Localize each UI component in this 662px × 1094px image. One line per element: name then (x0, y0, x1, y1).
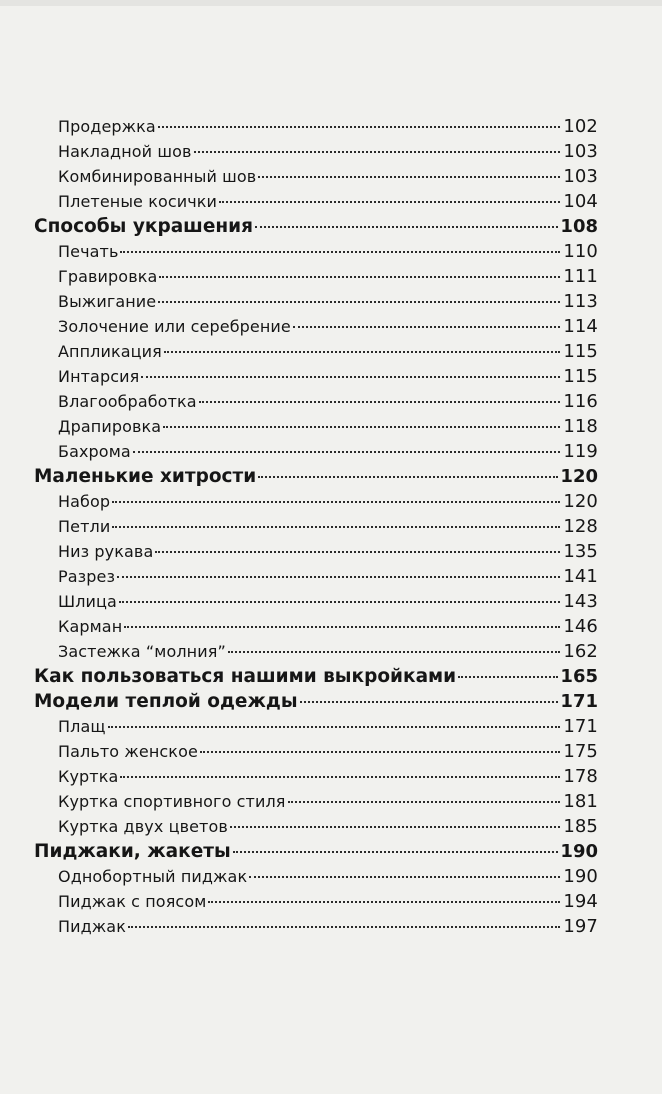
toc-entry-row (34, 264, 598, 289)
toc-entry-row (34, 364, 598, 389)
toc-entry-title: Как пользоваться нашими выкройками (34, 666, 457, 687)
toc-section-row (34, 664, 598, 689)
dot-leader (158, 301, 560, 303)
toc-entry-row (34, 339, 598, 364)
dot-leader (112, 526, 560, 528)
toc-entry-title: Модели теплой одежды (34, 691, 298, 712)
toc-entry-title: Выжигание (58, 292, 157, 311)
toc-entry-title: Шлица (58, 592, 117, 611)
toc-entry-row (34, 589, 598, 614)
dot-leader (163, 426, 560, 428)
toc-entry-row (34, 814, 598, 839)
toc-entry-row (34, 189, 598, 214)
toc-section-row (34, 214, 598, 239)
toc-page-number: 115 (563, 366, 598, 387)
toc-page-number: 118 (563, 416, 598, 437)
toc-entry-row (34, 314, 598, 339)
toc-entry-row (34, 764, 598, 789)
toc-entry-title: Пиджак (58, 917, 126, 936)
toc-entry-title: Карман (58, 617, 123, 636)
toc-entry-title: Влагообработка (58, 392, 197, 411)
dot-leader (228, 651, 560, 653)
dot-leader (124, 626, 560, 628)
toc-page-number: 120 (563, 491, 598, 512)
dot-leader (288, 801, 560, 803)
toc-entry-title: Разрез (58, 567, 116, 586)
toc-entry-row (34, 789, 598, 814)
dot-leader (300, 701, 559, 703)
toc-entry-title: Гравировка (58, 267, 158, 286)
toc-entry-row (34, 639, 598, 664)
toc-page-number: 175 (563, 741, 598, 762)
toc-page-number: 119 (563, 441, 598, 462)
dot-leader (120, 776, 560, 778)
toc-entry-title: Печать (58, 242, 119, 261)
dot-leader (258, 176, 560, 178)
toc-entry-title: Куртка (58, 767, 119, 786)
dot-leader (120, 251, 560, 253)
dot-leader (249, 876, 560, 878)
toc-entry-row (34, 614, 598, 639)
toc-section-row (34, 689, 598, 714)
toc-page-number: 103 (563, 141, 598, 162)
toc-entry-row (34, 164, 598, 189)
toc-page-number: 146 (563, 616, 598, 637)
toc-entry-title: Накладной шов (58, 142, 192, 161)
toc-entry-row (34, 414, 598, 439)
toc-page-number: 190 (563, 866, 598, 887)
toc-entry-row (34, 564, 598, 589)
toc-entry-title: Набор (58, 492, 111, 511)
dot-leader (194, 151, 561, 153)
toc-section-row (34, 464, 598, 489)
dot-leader (141, 376, 560, 378)
toc-entry-title: Аппликация (58, 342, 162, 361)
toc-entry-row (34, 514, 598, 539)
dot-leader (119, 601, 560, 603)
toc-entry-title: Комбинированный шов (58, 167, 257, 186)
toc-page-number: 143 (563, 591, 598, 612)
toc-entry-title: Куртка спортивного стиля (58, 792, 286, 811)
toc-section-row (34, 839, 598, 864)
toc-entry-title: Пиджак с поясом (58, 892, 207, 911)
dot-leader (158, 126, 560, 128)
toc-entry-row (34, 914, 598, 939)
toc-entry-title: Петли (58, 517, 111, 536)
toc-page-number: 141 (563, 566, 598, 587)
toc-page-number: 171 (563, 716, 598, 737)
toc-entry-title: Однобортный пиджак (58, 867, 248, 886)
dot-leader (108, 726, 560, 728)
toc-page-number: 194 (563, 891, 598, 912)
toc-entry-title: Пальто женское (58, 742, 198, 761)
toc-page-number: 102 (563, 116, 598, 137)
toc-page-number: 103 (563, 166, 598, 187)
dot-leader (155, 551, 560, 553)
toc-entry-row (34, 139, 598, 164)
dot-leader (164, 351, 560, 353)
toc-entry-row (34, 864, 598, 889)
toc-entry-title: Низ рукава (58, 542, 154, 561)
dot-leader (117, 576, 560, 578)
toc-entry-title: Бахрома (58, 442, 131, 461)
dot-leader (233, 851, 559, 853)
toc-entry-title: Интарсия (58, 367, 140, 386)
toc-entry-title: Пиджаки, жакеты (34, 841, 231, 862)
toc-page-number: 120 (560, 466, 598, 487)
toc-entry-title: Золочение или серебрение (58, 317, 291, 336)
toc-page-number: 104 (563, 191, 598, 212)
toc-page-number: 113 (563, 291, 598, 312)
toc-page-number: 116 (563, 391, 598, 412)
table-of-contents (34, 114, 598, 939)
toc-entry-row (34, 489, 598, 514)
dot-leader (230, 826, 560, 828)
page-edge (0, 0, 662, 6)
toc-entry-title: Застежка “молния” (58, 642, 226, 661)
dot-leader (199, 401, 560, 403)
toc-page-number: 115 (563, 341, 598, 362)
dot-leader (255, 226, 558, 228)
dot-leader (200, 751, 560, 753)
dot-leader (128, 926, 560, 928)
dot-leader (458, 676, 558, 678)
toc-entry-row (34, 389, 598, 414)
toc-page-number: 110 (563, 241, 598, 262)
dot-leader (159, 276, 560, 278)
dot-leader (112, 501, 560, 503)
toc-entry-title: Маленькие хитрости (34, 466, 257, 487)
toc-page-number: 165 (560, 666, 598, 687)
toc-page-number: 197 (563, 916, 598, 937)
dot-leader (208, 901, 560, 903)
toc-entry-row (34, 239, 598, 264)
toc-page-number: 190 (560, 841, 598, 862)
toc-entry-row (34, 439, 598, 464)
toc-entry-row (34, 114, 598, 139)
toc-page-number: 111 (563, 266, 598, 287)
toc-entry-title: Продержка (58, 117, 156, 136)
toc-page-number: 108 (560, 216, 598, 237)
toc-page-number: 171 (560, 691, 598, 712)
toc-page-number: 135 (563, 541, 598, 562)
dot-leader (293, 326, 560, 328)
toc-entry-title: Драпировка (58, 417, 162, 436)
dot-leader (258, 476, 558, 478)
toc-entry-title: Плетеные косички (58, 192, 218, 211)
toc-entry-title: Способы украшения (34, 216, 253, 237)
toc-entry-row (34, 739, 598, 764)
toc-entry-row (34, 539, 598, 564)
toc-page-number: 114 (563, 316, 598, 337)
toc-entry-row (34, 889, 598, 914)
dot-leader (219, 201, 560, 203)
dot-leader (133, 451, 560, 453)
toc-entry-title: Плащ (58, 717, 106, 736)
toc-page-number: 178 (563, 766, 598, 787)
toc-page-number: 185 (563, 816, 598, 837)
toc-page-number: 162 (563, 641, 598, 662)
toc-page-number: 128 (563, 516, 598, 537)
toc-page-number: 181 (563, 791, 598, 812)
toc-entry-title: Куртка двух цветов (58, 817, 228, 836)
toc-entry-row (34, 289, 598, 314)
toc-entry-row (34, 714, 598, 739)
